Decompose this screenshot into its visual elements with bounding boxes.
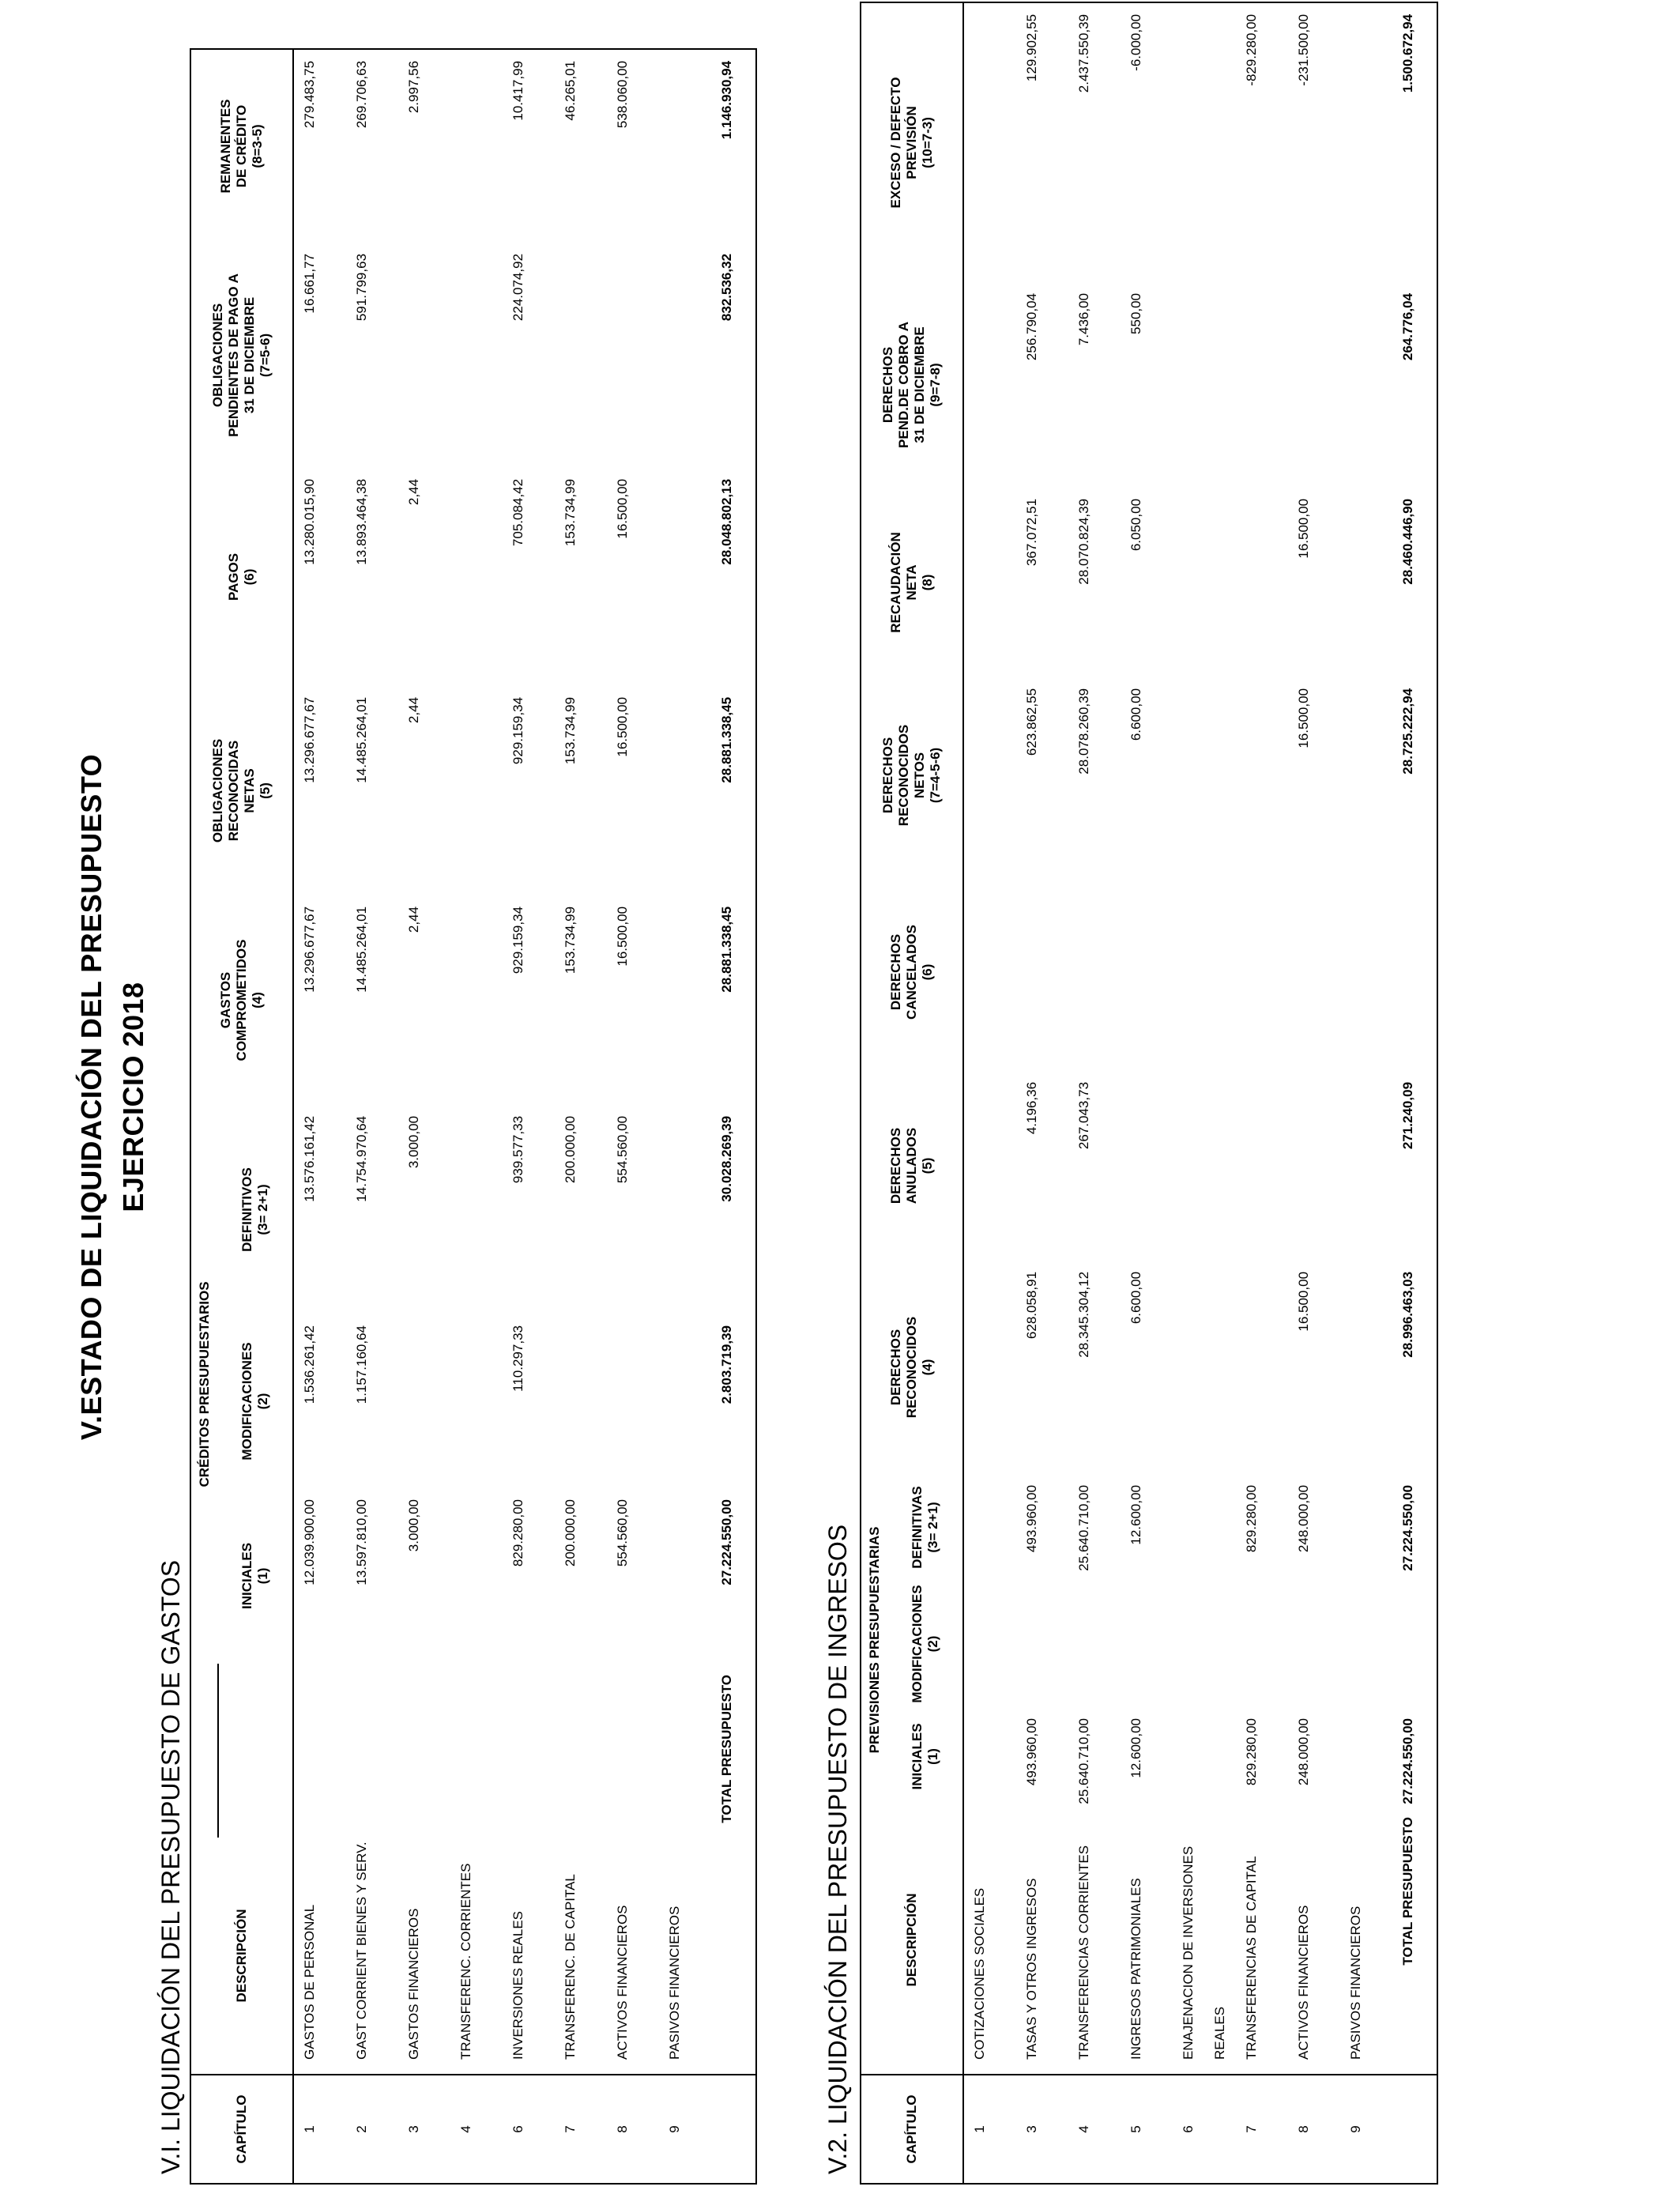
capitulo-cell: 2 (346, 2075, 398, 2184)
value-cell-comp: 16.500,00 (615, 906, 630, 967)
value-cell-rea (1340, 488, 1392, 677)
value-cell-ini: 493.960,00 (1024, 1718, 1039, 1786)
capitulo-cell: 7 (1236, 2075, 1288, 2184)
total-value-anu: 271.240,09 (1400, 1081, 1415, 1150)
capitulo-cell: 3 (1016, 2075, 1068, 2184)
descripcion-cell: GAST CORRIENT BIENES Y SERV. (354, 1842, 369, 2060)
value-cell-rec (1236, 1261, 1288, 1474)
value-cell-net: 16.500,00 (1296, 688, 1311, 748)
value-cell-pend (1288, 282, 1340, 488)
total-value-ini: 27.224.550,00 (1400, 1718, 1415, 1804)
value-cell-def: 554.560,00 (615, 1115, 630, 1184)
value-cell-pend: 591.799,63 (354, 253, 369, 322)
ingresos-header-descripcion: DESCRIPCIÓN (861, 1806, 963, 2075)
value-cell-rem: 269.706,63 (354, 60, 369, 129)
ingresos-header-netos: DERECHOS RECONOCIDOS NETOS (7=4-5-6) (861, 677, 963, 873)
ingresos-header-anulados: DERECHOS ANULADOS (5) (861, 1071, 963, 1261)
value-cell-mod (398, 1314, 450, 1488)
value-cell-ini (450, 1488, 503, 1664)
value-cell-pend (607, 243, 659, 468)
value-cell-pend (555, 243, 607, 468)
value-cell-exc (1340, 2, 1392, 282)
table-row (1016, 2, 1068, 2184)
total-row (1392, 2, 1437, 2184)
value-cell-pend (450, 243, 503, 468)
value-cell-anu (1236, 1071, 1288, 1261)
descripcion-cell: TRANSFERENCIAS CORRIENTES (1076, 1845, 1091, 2060)
value-cell-def: 493.960,00 (1024, 1484, 1039, 1553)
capitulo-cell: 9 (659, 2075, 711, 2184)
total-desc-cell (711, 1838, 756, 2075)
value-cell-pend (398, 243, 450, 468)
ingresos-header-recaudacion: RECAUDACIÓN NETA (8) (861, 488, 963, 677)
value-cell-pag: 13.893.464,38 (354, 478, 369, 565)
value-cell-pag: 153.734,99 (563, 478, 578, 547)
value-cell-rea: 6.050,00 (1128, 498, 1143, 552)
value-cell-def: 939.577,33 (510, 1115, 525, 1184)
value-cell-pend: 7.436,00 (1076, 292, 1091, 346)
descripcion-cell: ACTIVOS FINANCIEROS (615, 1905, 630, 2060)
value-cell-obl: 14.485.264,01 (354, 696, 369, 783)
value-cell-rea: 28.070.824,39 (1076, 498, 1091, 585)
value-cell-pend: 550,00 (1128, 292, 1143, 334)
value-cell-can (1173, 873, 1236, 1071)
value-cell-exc: 129.902,55 (1024, 13, 1039, 82)
value-cell-rea: 367.072,51 (1024, 498, 1039, 567)
value-cell-pend (963, 282, 1016, 488)
table-row (1121, 2, 1173, 2184)
descripcion-cell: GASTOS DE PERSONAL (302, 1904, 317, 2060)
ingresos-header-definitivas: DEFINITIVAS (3= 2+1) (888, 1474, 963, 1581)
spacer-cell (293, 1664, 346, 1838)
value-cell-can (1236, 873, 1288, 1071)
value-cell-rem: 279.483,75 (302, 60, 317, 129)
value-cell-def: 200.000,00 (563, 1115, 578, 1184)
total-value-comp: 28.881.338,45 (719, 906, 734, 993)
value-cell-def: 248.000,00 (1296, 1484, 1311, 1553)
value-cell-rem: 2.997,56 (406, 60, 421, 114)
total-value-ini: 27.224.550,00 (719, 1499, 734, 1585)
value-cell-mod (1236, 1581, 1288, 1707)
capitulo-cell: 3 (398, 2075, 450, 2184)
capitulo-cell: 4 (1068, 2075, 1121, 2184)
value-cell-net (963, 677, 1016, 873)
table-row (1173, 2, 1236, 2184)
descripcion-cell: TRANSFERENC. DE CAPITAL (563, 1874, 578, 2060)
total-row (711, 49, 756, 2184)
total-value-rem: 1.146.930,94 (719, 60, 734, 140)
value-cell-rem: 538.060,00 (615, 60, 630, 129)
value-cell-obl (659, 686, 711, 895)
value-cell-ini: 3.000,00 (406, 1499, 421, 1552)
spacer-cell (555, 1664, 607, 1838)
value-cell-obl: 16.500,00 (615, 696, 630, 757)
value-cell-ini: 12.039.900,00 (302, 1499, 317, 1585)
total-label: TOTAL PRESUPUESTO (1400, 1817, 1415, 1966)
table-row (1288, 2, 1340, 2184)
table-row (607, 49, 659, 2184)
value-cell-ini (1340, 1707, 1392, 1806)
value-cell-can (1340, 873, 1392, 1071)
descripcion-cell: ENAJENACION DE INVERSIONES REALES (1181, 1845, 1227, 2060)
value-cell-anu (1173, 1071, 1236, 1261)
value-cell-net (1173, 677, 1236, 873)
value-cell-net: 6.600,00 (1128, 688, 1143, 741)
value-cell-ini: 554.560,00 (615, 1499, 630, 1567)
value-cell-rec: 6.600,00 (1128, 1271, 1143, 1325)
value-cell-pag: 13.280.015,90 (302, 478, 317, 565)
total-value-rea: 28.460.446,90 (1400, 498, 1415, 585)
value-cell-comp (450, 895, 503, 1105)
table-row (963, 2, 1016, 2184)
value-cell-pend: 256.790,04 (1024, 292, 1039, 361)
value-cell-net (1236, 677, 1288, 873)
total-capitulo-cell (1392, 2075, 1437, 2184)
total-value-def: 27.224.550,00 (1400, 1484, 1415, 1571)
value-cell-pend (1173, 282, 1236, 488)
table-row (450, 49, 503, 2184)
value-cell-exc: -829.280,00 (1244, 13, 1259, 86)
gastos-header-capitulo: CAPÍTULO (190, 2075, 293, 2184)
value-cell-net: 623.862,55 (1024, 688, 1039, 756)
gastos-header-iniciales: INICIALES (1) (218, 1488, 293, 1664)
value-cell-def: 14.754.970,64 (354, 1115, 369, 1202)
value-cell-def: 25.640.710,00 (1076, 1484, 1091, 1571)
value-cell-def: 12.600,00 (1128, 1484, 1143, 1545)
gastos-header-descripcion: DESCRIPCIÓN (190, 1838, 293, 2075)
descripcion-cell: TRANSFERENCIAS DE CAPITAL (1244, 1856, 1259, 2060)
value-cell-exc (963, 2, 1016, 282)
spacer-cell (346, 1664, 398, 1838)
value-cell-anu (963, 1071, 1016, 1261)
value-cell-exc: 2.437.550,39 (1076, 13, 1091, 93)
page-title: V.ESTADO DE LIQUIDACIÓN DEL PRESUPUESTO (75, 753, 107, 1441)
value-cell-mod (963, 1581, 1016, 1707)
total-value-mod: 2.803.719,39 (719, 1325, 734, 1404)
descripcion-cell: PASIVOS FINANCIEROS (1348, 1906, 1363, 2060)
value-cell-exc: -231.500,00 (1296, 13, 1311, 86)
value-cell-comp: 929.159,34 (510, 906, 525, 974)
value-cell-mod (555, 1314, 607, 1488)
capitulo-cell: 6 (1173, 2075, 1236, 2184)
value-cell-rem (450, 49, 503, 243)
total-capitulo-cell (711, 2075, 756, 2184)
spacer-cell (398, 1664, 450, 1838)
ingresos-header-modificaciones: MODIFICACIONES (2) (888, 1581, 963, 1707)
value-cell-comp: 13.296.677,67 (302, 906, 317, 993)
ingresos-header-cancelados: DERECHOS CANCELADOS (6) (861, 873, 963, 1071)
total-value-pend: 832.536,32 (719, 253, 734, 322)
value-cell-pend (1340, 282, 1392, 488)
descripcion-cell: TASAS Y OTROS INGRESOS (1024, 1878, 1039, 2060)
value-cell-pag: 705.084,42 (510, 478, 525, 547)
ingresos-header-reconocidos: DERECHOS RECONOCIDOS (4) (861, 1261, 963, 1474)
value-cell-ini (963, 1707, 1016, 1806)
capitulo-cell: 5 (1121, 2075, 1173, 2184)
descripcion-cell: INGRESOS PATRIMONIALES (1128, 1878, 1143, 2060)
value-cell-obl: 153.734,99 (563, 696, 578, 765)
total-value-rec: 28.996.463,03 (1400, 1271, 1415, 1358)
value-cell-anu (1121, 1071, 1173, 1261)
table-row (555, 49, 607, 2184)
value-cell-rec (1340, 1261, 1392, 1474)
capitulo-cell: 7 (555, 2075, 607, 2184)
total-value-can (1392, 873, 1437, 1071)
page-subtitle: EJERCICIO 2018 (117, 982, 149, 1212)
ingresos-header-exceso: EXCESO / DEFECTO PREVISIÓN (10=7-3) (861, 2, 963, 282)
table-row (1236, 2, 1288, 2184)
ingresos-header-capitulo: CAPÍTULO (861, 2075, 963, 2184)
value-cell-def (450, 1105, 503, 1314)
value-cell-ini: 13.597.810,00 (354, 1499, 369, 1585)
descripcion-cell: ACTIVOS FINANCIEROS (1296, 1905, 1311, 2060)
ingresos-table (860, 2, 1438, 2185)
total-value-net: 28.725.222,94 (1400, 688, 1415, 775)
table-row (503, 49, 555, 2184)
total-label: TOTAL PRESUPUESTO (719, 1675, 734, 1823)
total-value-pend: 264.776,04 (1400, 292, 1415, 361)
value-cell-def (963, 1474, 1016, 1581)
value-cell-mod (1121, 1581, 1173, 1707)
value-cell-mod (1173, 1581, 1236, 1707)
capitulo-cell: 4 (450, 2075, 503, 2184)
gastos-header-obligaciones: OBLIGACIONES RECONOCIDAS NETAS (5) (190, 686, 293, 895)
value-cell-anu (1340, 1071, 1392, 1261)
value-cell-can (1068, 873, 1121, 1071)
value-cell-mod: 110.297,33 (510, 1325, 525, 1392)
value-cell-rec: 16.500,00 (1296, 1271, 1311, 1332)
value-cell-rec: 628.058,91 (1024, 1271, 1039, 1340)
total-value-pag: 28.048.802,13 (719, 478, 734, 565)
value-cell-mod: 1.536.261,42 (302, 1325, 317, 1404)
value-cell-can (963, 873, 1016, 1071)
value-cell-mod (1068, 1581, 1121, 1707)
table-row (293, 49, 346, 2184)
value-cell-ini: 12.600,00 (1128, 1718, 1143, 1778)
value-cell-pend (659, 243, 711, 468)
value-cell-rea (1236, 488, 1288, 677)
value-cell-obl: 2,44 (406, 696, 421, 724)
value-cell-rea: 16.500,00 (1296, 498, 1311, 559)
value-cell-mod (659, 1314, 711, 1488)
value-cell-ini (1173, 1707, 1236, 1806)
gastos-header-creditos: CRÉDITOS PRESUPUESTARIOS (197, 1281, 212, 1487)
value-cell-mod (450, 1314, 503, 1488)
total-value-obl: 28.881.338,45 (719, 696, 734, 783)
value-cell-ini: 25.640.710,00 (1076, 1718, 1091, 1804)
capitulo-cell: 9 (1340, 2075, 1392, 2184)
table-row (1068, 2, 1121, 2184)
capitulo-cell: 8 (607, 2075, 659, 2184)
value-cell-pag (450, 468, 503, 686)
value-cell-def: 3.000,00 (406, 1115, 421, 1169)
table-row (398, 49, 450, 2184)
value-cell-comp: 2,44 (406, 906, 421, 933)
value-cell-ini: 200.000,00 (563, 1499, 578, 1567)
value-cell-def: 829.280,00 (1244, 1484, 1259, 1553)
value-cell-anu: 267.043,73 (1076, 1081, 1091, 1150)
descripcion-cell: TRANSFERENC. CORRIENTES (458, 1863, 473, 2060)
value-cell-exc: -6.000,00 (1128, 13, 1143, 71)
value-cell-rem (659, 49, 711, 243)
value-cell-comp (659, 895, 711, 1105)
descripcion-cell: PASIVOS FINANCIEROS (667, 1906, 682, 2060)
value-cell-def: 13.576.161,42 (302, 1115, 317, 1202)
gastos-table (190, 48, 757, 2185)
value-cell-can (1016, 873, 1068, 1071)
ingresos-header-previsiones: PREVISIONES PRESUPUESTARIAS (867, 1526, 882, 1754)
value-cell-rec (963, 1261, 1016, 1474)
total-value-exc: 1.500.672,94 (1400, 13, 1415, 93)
value-cell-net: 28.078.260,39 (1076, 688, 1091, 775)
value-cell-comp: 153.734,99 (563, 906, 578, 974)
gastos-header-comprometidos: GASTOS COMPROMETIDOS (4) (190, 895, 293, 1105)
spacer-cell (659, 1664, 711, 1838)
value-cell-obl: 13.296.677,67 (302, 696, 317, 783)
spacer-cell (450, 1664, 503, 1838)
gastos-section-title: V.I. LIQUIDACIÓN DEL PRESUPUESTO DE GASTOS (156, 1559, 185, 2174)
value-cell-can (1121, 873, 1173, 1071)
table-row (346, 49, 398, 2184)
value-cell-mod (607, 1314, 659, 1488)
gastos-header-definitivos: DEFINITIVOS (3= 2+1) (218, 1105, 293, 1314)
value-cell-mod (1016, 1581, 1068, 1707)
total-value-mod (1392, 1581, 1437, 1707)
value-cell-def (1173, 1474, 1236, 1581)
value-cell-ini: 829.280,00 (1244, 1718, 1259, 1786)
value-cell-ini (659, 1488, 711, 1664)
value-cell-rec: 28.345.304,12 (1076, 1271, 1091, 1358)
value-cell-pend: 224.074,92 (510, 253, 525, 322)
value-cell-anu (1288, 1071, 1340, 1261)
value-cell-rea (963, 488, 1016, 677)
descripcion-cell: COTIZACIONES SOCIALES (972, 1887, 987, 2060)
value-cell-def (659, 1105, 711, 1314)
value-cell-mod (1340, 1581, 1392, 1707)
value-cell-mod (1288, 1581, 1340, 1707)
value-cell-ini: 829.280,00 (510, 1499, 525, 1567)
total-value-def: 30.028.269,39 (719, 1115, 734, 1202)
value-cell-def (1340, 1474, 1392, 1581)
descripcion-cell: GASTOS FINANCIEROS (406, 1908, 421, 2060)
value-cell-pag (659, 468, 711, 686)
gastos-header-pendientes: OBLIGACIONES PENDIENTES DE PAGO A 31 DE DICIEMBRE (7=5-6) (190, 243, 293, 468)
spacer-cell (503, 1664, 555, 1838)
value-cell-obl: 929.159,34 (510, 696, 525, 765)
value-cell-rea (1173, 488, 1236, 677)
value-cell-rem: 46.265,01 (563, 60, 578, 121)
ingresos-header-iniciales: INICIALES (1) (888, 1707, 963, 1806)
value-cell-ini: 248.000,00 (1296, 1718, 1311, 1786)
value-cell-comp: 14.485.264,01 (354, 906, 369, 993)
value-cell-rec (1173, 1261, 1236, 1474)
table-row (1340, 2, 1392, 2184)
capitulo-cell: 8 (1288, 2075, 1340, 2184)
value-cell-can (1288, 873, 1340, 1071)
capitulo-cell: 6 (503, 2075, 555, 2184)
value-cell-pend: 16.661,77 (302, 253, 317, 314)
value-cell-pend (1236, 282, 1288, 488)
value-cell-rem: 10.417,99 (510, 60, 525, 121)
capitulo-cell: 1 (963, 2075, 1016, 2184)
value-cell-obl (450, 686, 503, 895)
value-cell-pag: 16.500,00 (615, 478, 630, 539)
gastos-header-remanentes: REMANENTES DE CRÉDITO (8=3-5) (190, 49, 293, 243)
ingresos-header-pendientes: DERECHOS PEND.DE COBRO A 31 DE DICIEMBRE (9=7-8) (861, 282, 963, 488)
value-cell-anu: 4.196,36 (1024, 1081, 1039, 1135)
value-cell-net (1340, 677, 1392, 873)
gastos-header-modificaciones: MODIFICACIONES (2) (218, 1314, 293, 1488)
descripcion-cell: INVERSIONES REALES (510, 1910, 525, 2060)
spacer-cell (607, 1664, 659, 1838)
value-cell-exc (1173, 2, 1236, 282)
table-row (659, 49, 711, 2184)
gastos-header-pagos: PAGOS (6) (190, 468, 293, 686)
value-cell-mod: 1.157.160,64 (354, 1325, 369, 1404)
ingresos-section-title: V.2. LIQUIDACIÓN DEL PRESUPUESTO DE INGRESOS (823, 1524, 852, 2174)
capitulo-cell: 1 (293, 2075, 346, 2184)
value-cell-pag: 2,44 (406, 478, 421, 506)
